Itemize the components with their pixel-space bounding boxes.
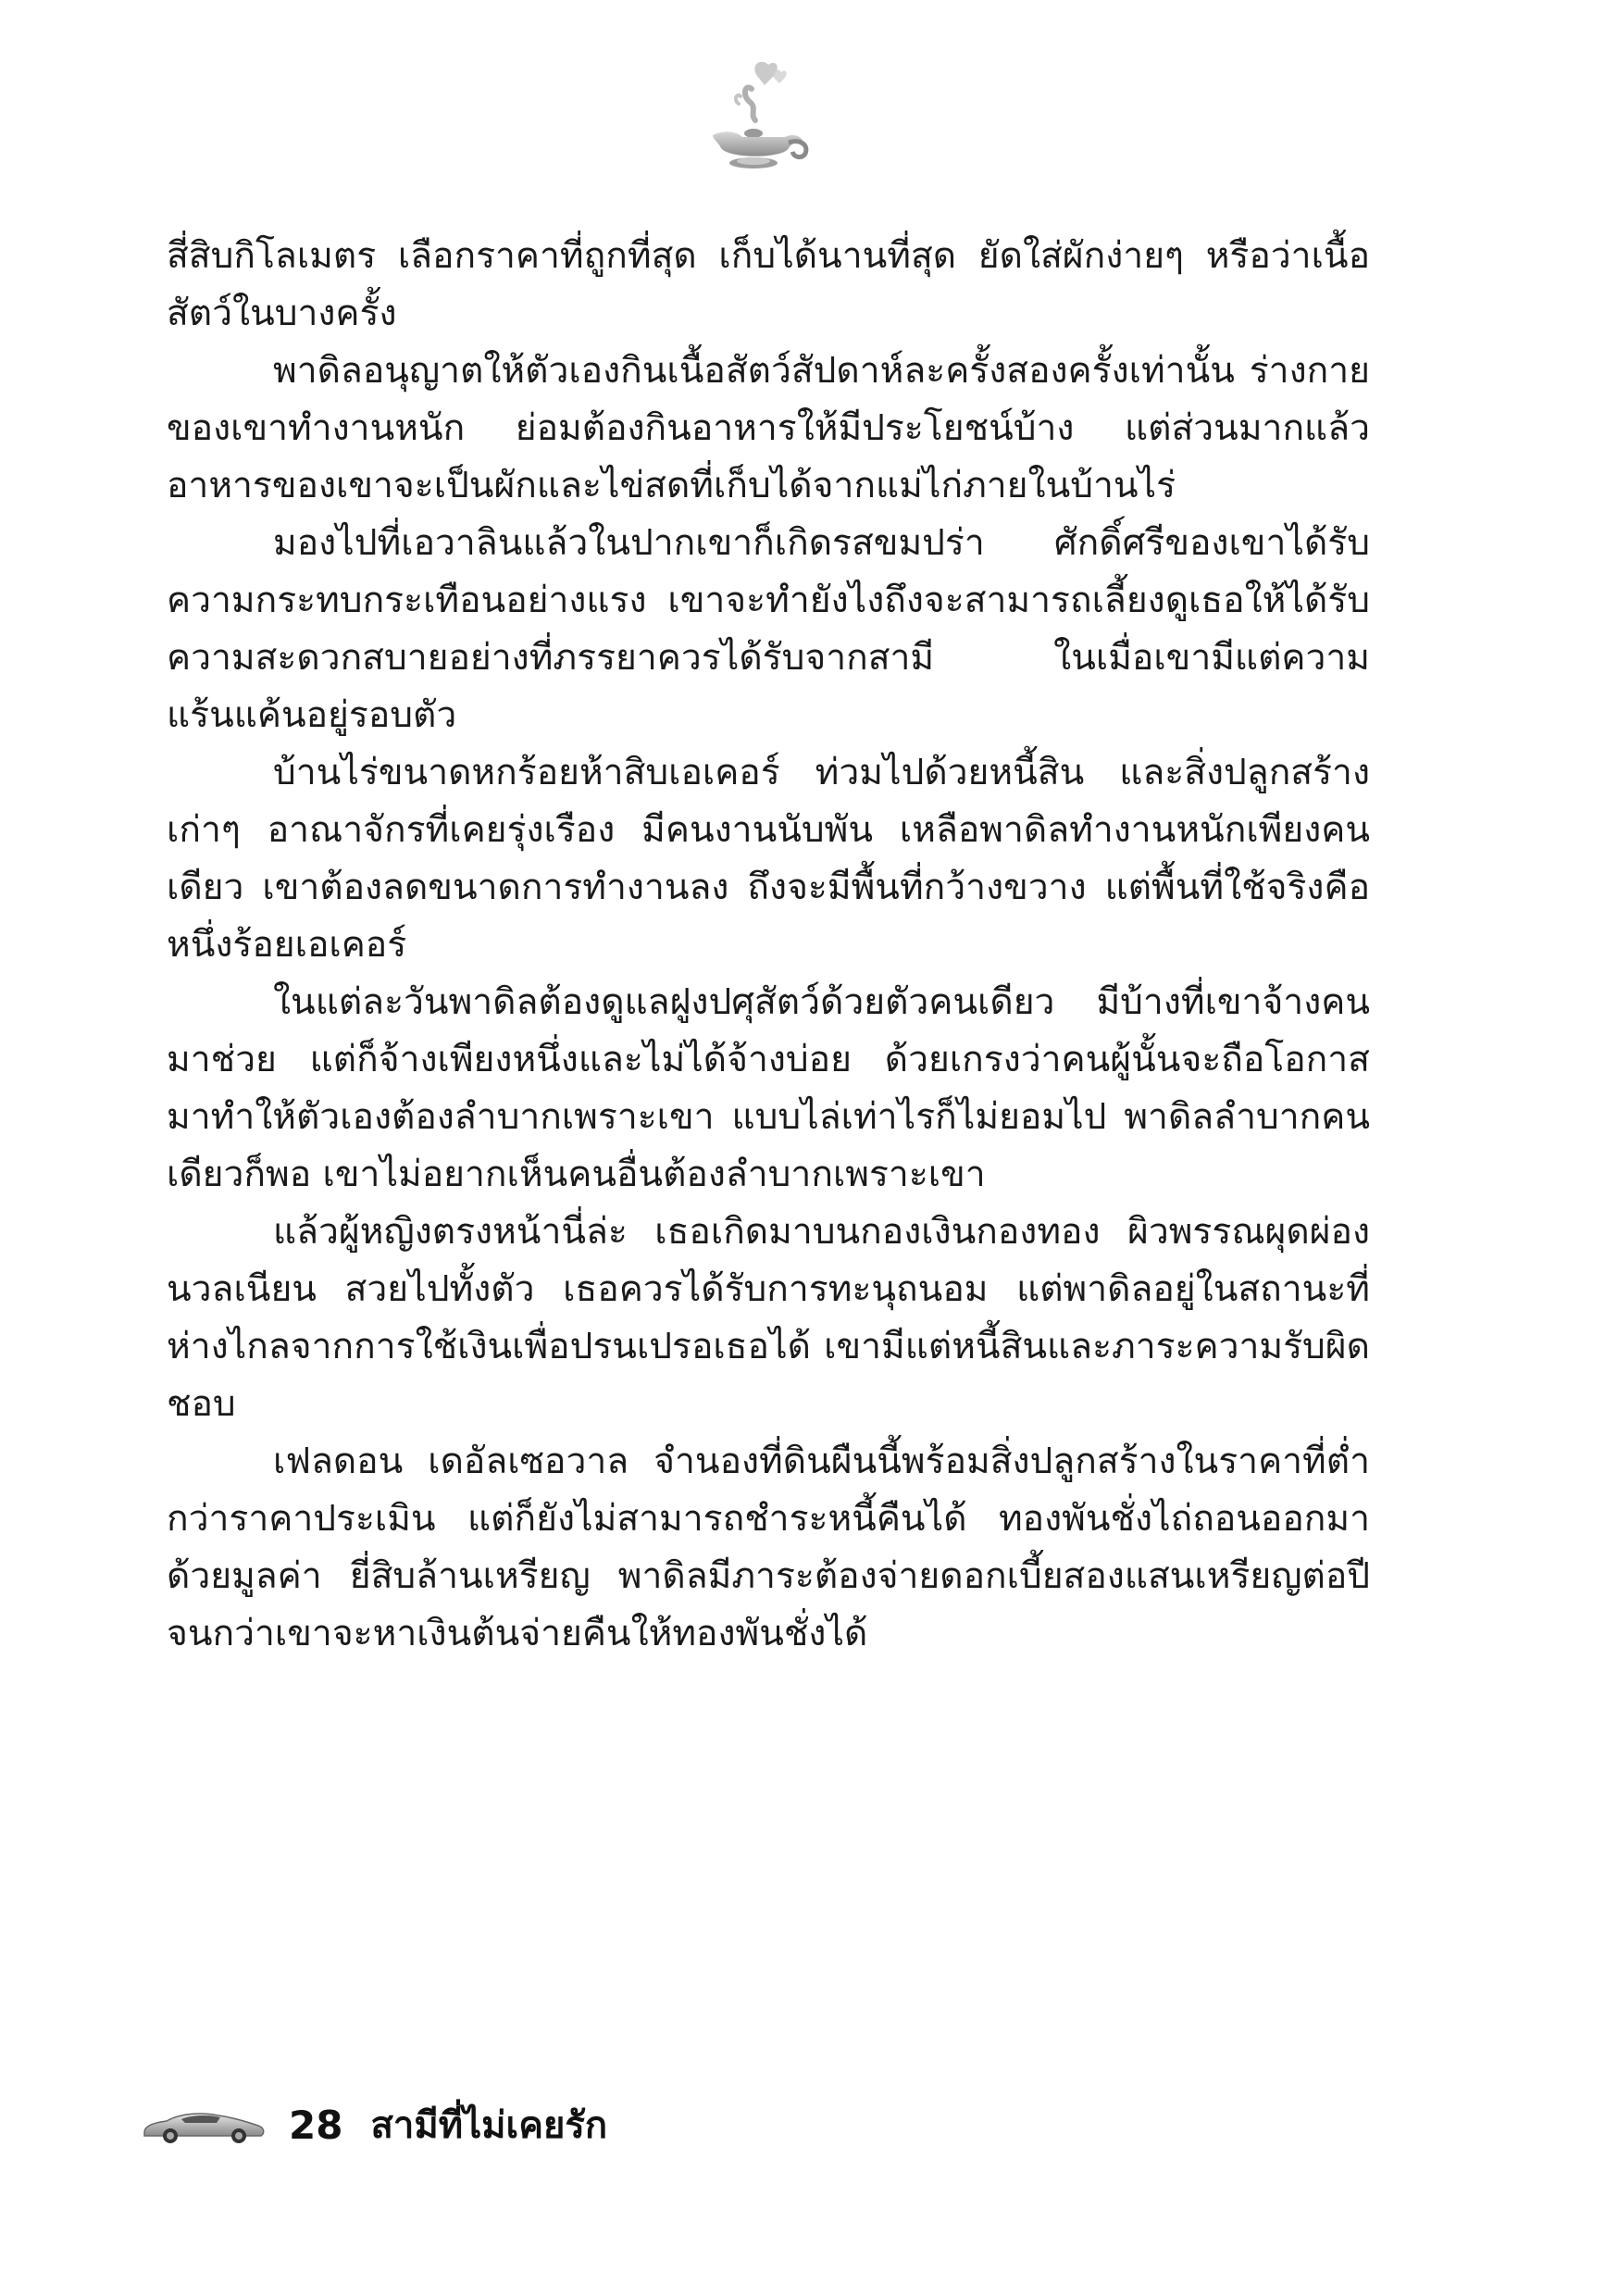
paragraph-7: เฟลดอน เดอัลเซอวาล จำนองที่ดินผืนนี้พร้อมสิ่งปลูกสร้างในราคาที่ต่ำกว่าราคาประเมิน แต่ก็ยังไม่สามารถชำระหนี้คืนได้ ทองพันชั่งไถ่ถอนออกมาด้วยมูลค่า ยี่สิบล้านเหรียญ พาดิลมีภาระต้องจ่ายดอกเบี้ยสองแสนเหรียญต่อปี จนกว่าเขาจะหาเงินต้นจ่ายคืนให้ทองพันชั่งได้ [167,1441,1370,1654]
page-number: 28 [289,2102,343,2148]
car-icon [139,2104,268,2145]
paragraph-6: แล้วผู้หญิงตรงหน้านี่ล่ะ เธอเกิดมาบนกองเงินกองทอง ผิวพรรณผุดผ่องนวลเนียน สวยไปทั้งตัว เธอควรได้รับการทะนุถนอม แต่พาดิลอยู่ในสถานะที่ห่างไกลจากการใช้เงินเพื่อปรนเปรอเธอได้ เขามีแต่หนี้สินและภาระความรับผิดชอบ [167,1211,1370,1425]
paragraph-4: บ้านไร่ขนาดหกร้อยห้าสิบเอเคอร์ ท่วมไปด้วยหนี้สิน และสิ่งปลูกสร้างเก่าๆ อาณาจักรที่เคยรุ่งเรือง มีคนงานนับพัน เหลือพาดิลทำงานหนักเพียงคนเดียว เขาต้องลดขนาดการทำงานลง ถึงจะมีพื้นที่กว้างขวาง แต่พื้นที่ใช้จริงคือหนึ่งร้อยเอเคอร์ [167,752,1370,966]
body-text [167,228,1370,1663]
page-footer [139,2088,972,2162]
book-title: สามีที่ไม่เคยรัก [370,2104,608,2147]
paragraph-1: สี่สิบกิโลเมตร เลือกราคาที่ถูกที่สุด เก็บได้นานที่สุด ยัดใส่ผักง่ายๆ หรือว่าเนื้อสัตว์ในบางครั้ง [167,235,1370,334]
paragraph-3: มองไปที่เอวาลินแล้วในปากเขาก็เกิดรสขมปร่า ศักดิ์ศรีของเขาได้รับความกระทบกระเทือนอย่างแรง เขาจะทำยังไงถึงจะสามารถเลี้ยงดูเธอให้ได้รับความสะดวกสบายอย่างที่ภรรยาควรได้รับจากสามี ในเมื่อเขามีแต่ความแร้นแค้นอยู่รอบตัว [167,522,1370,736]
genie-lamp-icon [696,56,816,176]
paragraph-2: พาดิลอนุญาตให้ตัวเองกินเนื้อสัตว์สัปดาห์ละครั้งสองครั้งเท่านั้น ร่างกายของเขาทำงานหนัก ย่อมต้องกินอาหารให้มีประโยชน์บ้าง แต่ส่วนมากแล้ว อาหารของเขาจะเป็นผักและไข่สดที่เก็บได้จากแม่ไก่ภายในบ้านไร่ [167,350,1370,506]
paragraph-5: ในแต่ละวันพาดิลต้องดูแลฝูงปศุสัตว์ด้วยตัวคนเดียว มีบ้างที่เขาจ้างคนมาช่วย แต่ก็จ้างเพียงหนึ่งและไม่ได้จ้างบ่อย ด้วยเกรงว่าคนผู้นั้นจะถือโอกาสมาทำให้ตัวเองต้องลำบากเพราะเขา แบบไล่เท่าไรก็ไม่ยอมไป พาดิลลำบากคนเดียวก็พอ เขาไม่อยากเห็นคนอื่นต้องลำบากเพราะเขา [167,981,1370,1195]
